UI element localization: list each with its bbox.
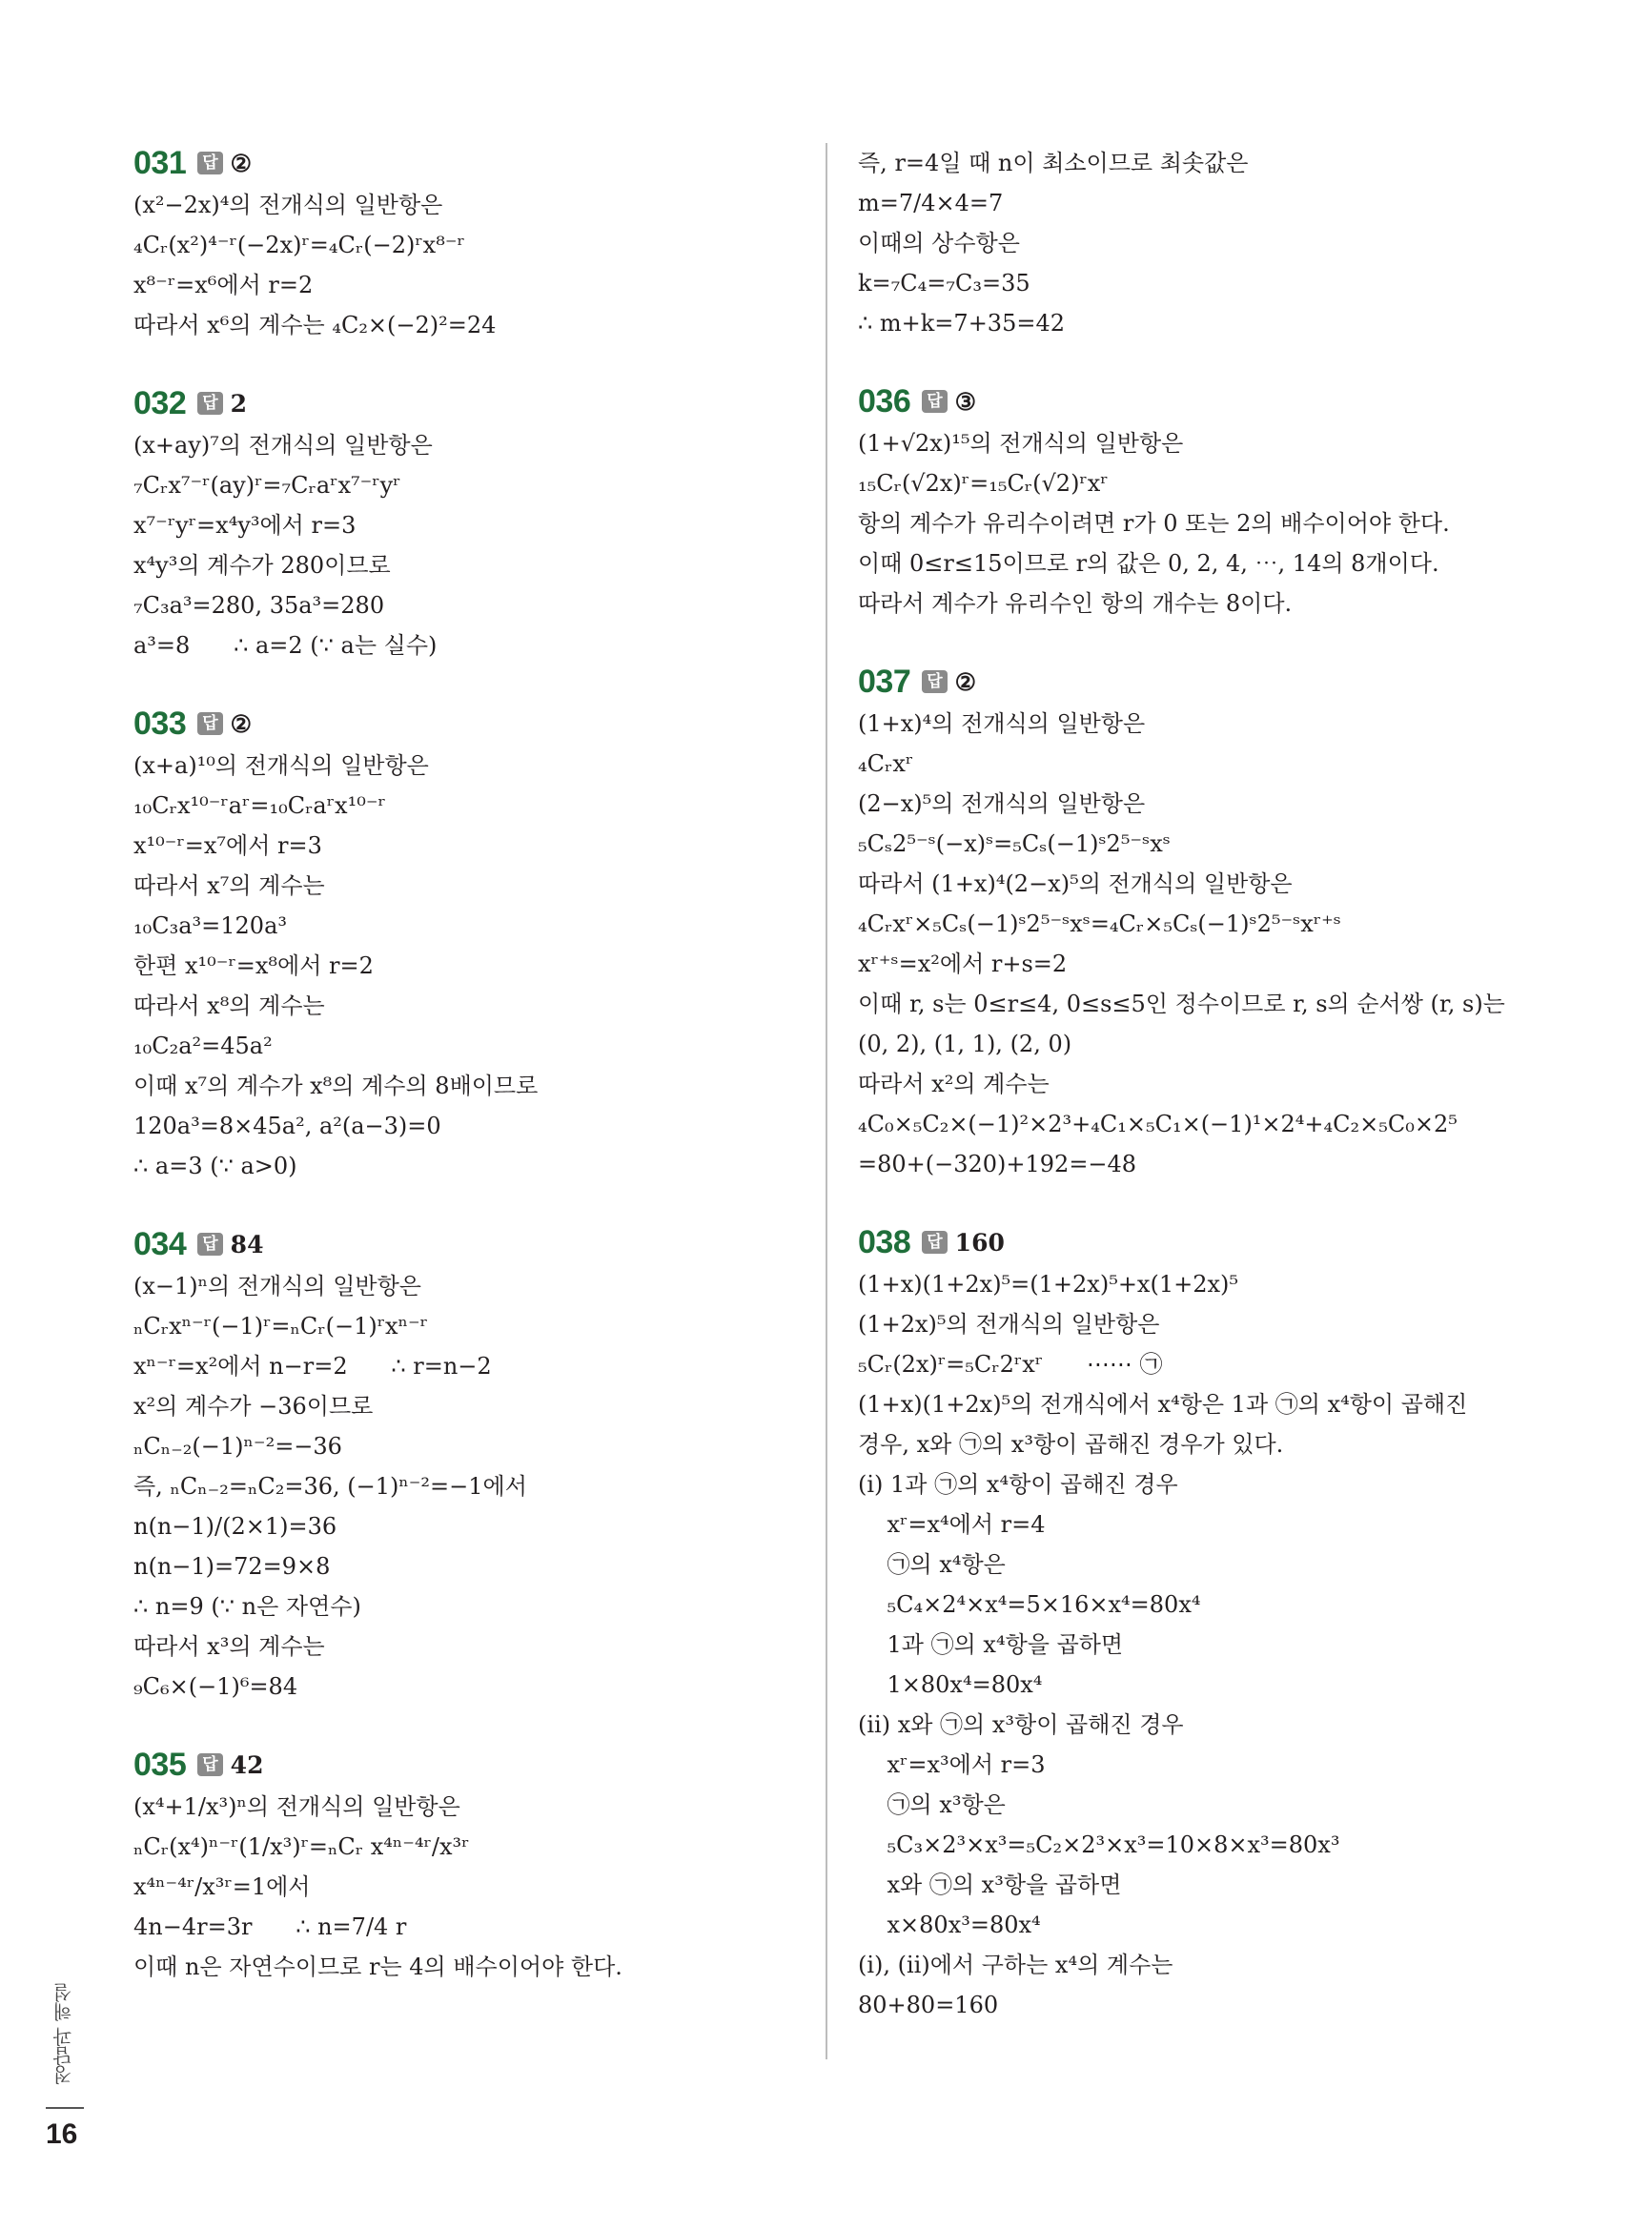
solution-line: (1+x)(1+2x)⁵=(1+2x)⁵+x(1+2x)⁵ (858, 1271, 1238, 1298)
solution-line: 항의 계수가 유리수이려면 r가 0 또는 2의 배수이어야 한다. (858, 510, 1450, 537)
solution-line: ₙCₙ₋₂(−1)ⁿ⁻²=−36 (133, 1433, 342, 1460)
solution-line: (ⅰ), (ⅱ)에서 구하는 x⁴의 계수는 (858, 1952, 1173, 1978)
answer-value: 42 (230, 1750, 264, 1779)
problem-033 (133, 704, 801, 1186)
problem-header (858, 1222, 1525, 1262)
solution-line: x⁷⁻ʳyʳ=x⁴y³에서 r=3 (133, 512, 357, 539)
solution-line: (ⅱ) x와 ㉠의 x³항이 곱해진 경우 (858, 1711, 1184, 1738)
solution-line: ₅C₄×2⁴×x⁴=5×16×x⁴=80x⁴ (858, 1591, 1201, 1618)
problem-number: 038 (858, 1223, 911, 1260)
problem-number: 037 (858, 663, 911, 700)
solution-line: (1+x)⁴의 전개식의 일반항은 (858, 710, 1146, 737)
solution-line: ₄C₀×₅C₂×(−1)²×2³+₄C₁×₅C₁×(−1)¹×2⁴+₄C₂×₅C₀×2⁵ (858, 1111, 1458, 1137)
answer-value: ② (230, 149, 253, 177)
solution-line: 이때의 상수항은 (858, 230, 1020, 256)
solution-line: 따라서 계수가 유리수인 항의 개수는 8이다. (858, 590, 1293, 617)
solution-line: ₄Cᵣxʳ×₅Cₛ(−1)ˢ2⁵⁻ˢxˢ=₄Cᵣ×₅Cₛ(−1)ˢ2⁵⁻ˢxʳ⁺ˢ (858, 910, 1341, 937)
solution-line: ₅Cᵣ(2x)ʳ=₅Cᵣ2ʳxʳ ⋯⋯ ㉠ (858, 1351, 1163, 1378)
solution-line: 80+80=160 (858, 1992, 999, 2018)
solution-line: ₙCᵣxⁿ⁻ʳ(−1)ʳ=ₙCᵣ(−1)ʳxⁿ⁻ʳ (133, 1313, 428, 1340)
solution-line: ₁₀C₂a²=45a² (133, 1033, 273, 1059)
solution-line: (x²−2x)⁴의 전개식의 일반항은 (133, 192, 443, 218)
solution-line: =80+(−320)+192=−48 (858, 1151, 1137, 1177)
solution-line: (1+√2x)¹⁵의 전개식의 일반항은 (858, 430, 1184, 457)
solution-line: 4n−4r=3r ∴ n=7/4 r (133, 1913, 407, 1940)
solution-line: x¹⁰⁻ʳ=x⁷에서 r=3 (133, 832, 322, 859)
solution-line: ∴ a=3 (∵ a>0) (133, 1153, 297, 1179)
answer-badge: 답 (197, 392, 222, 415)
solution-line: ₇C₃a³=280, 35a³=280 (133, 592, 385, 619)
solution-line: 이때 n은 자연수이므로 r는 4의 배수이어야 한다. (133, 1954, 622, 1980)
solution-line: ₅Cₛ2⁵⁻ˢ(−x)ˢ=₅Cₛ(−1)ˢ2⁵⁻ˢxˢ (858, 830, 1171, 857)
solution-line: x×80x³=80x⁴ (858, 1912, 1041, 1938)
problem-header (133, 383, 801, 423)
solution-line: (ⅰ) 1과 ㉠의 x⁴항이 곱해진 경우 (858, 1471, 1178, 1498)
solution-line: ₉C₆×(−1)⁶=84 (133, 1673, 298, 1700)
solution-line: 1×80x⁴=80x⁴ (858, 1671, 1043, 1698)
solution-line: 따라서 x²의 계수는 (858, 1071, 1050, 1097)
solution-line: (x⁴+1/x³)ⁿ의 전개식의 일반항은 (133, 1793, 460, 1820)
answer-value: ③ (954, 387, 977, 416)
column-divider (826, 143, 827, 2059)
solution-line: k=₇C₄=₇C₃=35 (858, 270, 1030, 297)
solution-line: (1+2x)⁵의 전개식의 일반항은 (858, 1311, 1160, 1338)
solution-line: ₁₀C₃a³=120a³ (133, 912, 288, 939)
solution-line: ₄Cᵣ(x²)⁴⁻ʳ(−2x)ʳ=₄Cᵣ(−2)ʳx⁸⁻ʳ (133, 232, 465, 258)
solution-line: ₇Cᵣx⁷⁻ʳ(ay)ʳ=₇Cᵣaʳx⁷⁻ʳyʳ (133, 472, 401, 499)
problem-header (133, 1224, 801, 1264)
solution-line: x⁴y³의 계수가 280이므로 (133, 552, 391, 579)
solution-line: x와 ㉠의 x³항을 곱하면 (858, 1872, 1122, 1898)
solution-line: xʳ=x³에서 r=3 (858, 1751, 1046, 1778)
answer-value: ② (230, 709, 253, 738)
problem-number: 033 (133, 705, 187, 742)
left-column (133, 143, 801, 2025)
problem-number: 035 (133, 1746, 187, 1783)
problem-number: 036 (858, 382, 911, 419)
answer-badge: 답 (197, 1233, 222, 1256)
problem-032 (133, 383, 801, 665)
answer-badge: 답 (922, 390, 947, 413)
solution-line: 경우, x와 ㉠의 x³항이 곱해진 경우가 있다. (858, 1431, 1284, 1458)
solution-line: ₁₀Cᵣx¹⁰⁻ʳaʳ=₁₀Cᵣaʳx¹⁰⁻ʳ (133, 792, 386, 819)
solution-line: ∴ m+k=7+35=42 (858, 310, 1065, 337)
solution-line: m=7/4×4=7 (858, 190, 1004, 216)
solution-line: xʳ⁺ˢ=x²에서 r+s=2 (858, 951, 1068, 977)
answer-badge: 답 (197, 1753, 222, 1776)
right-column (858, 143, 1525, 2063)
solution-line: 즉, ₙCₙ₋₂=ₙC₂=36, (−1)ⁿ⁻²=−1에서 (133, 1473, 527, 1500)
solution-line: x²의 계수가 −36이므로 (133, 1393, 374, 1420)
problem-035 (133, 1745, 801, 1987)
solution-line: n(n−1)=72=9×8 (133, 1553, 331, 1580)
solution-line: ₅C₃×2³×x³=₅C₂×2³×x³=10×8×x³=80x³ (858, 1831, 1340, 1858)
solution-line: (1+x)(1+2x)⁵의 전개식에서 x⁴항은 1과 ㉠의 x⁴항이 곱해진 (858, 1391, 1468, 1418)
problem-036 (858, 381, 1525, 624)
answer-badge: 답 (922, 1231, 947, 1254)
problem-number: 032 (133, 384, 187, 421)
solution-line: 한편 x¹⁰⁻ʳ=x⁸에서 r=2 (133, 952, 374, 979)
solution-line: x⁴ⁿ⁻⁴ʳ/x³ʳ=1에서 (133, 1873, 311, 1900)
solution-line: a³=8 ∴ a=2 (∵ a는 실수) (133, 632, 438, 659)
solution-line: (0, 2), (1, 1), (2, 0) (858, 1031, 1072, 1057)
answer-value: 2 (230, 389, 248, 418)
problem-header (858, 381, 1525, 421)
solution-line: ㉠의 x⁴항은 (858, 1551, 1006, 1578)
solution-line: ㉠의 x³항은 (858, 1791, 1006, 1818)
solution-line: 따라서 x³의 계수는 (133, 1633, 325, 1660)
solution-line: xʳ=x⁴에서 r=4 (858, 1511, 1046, 1538)
solution-line: 따라서 x⁷의 계수는 (133, 872, 325, 899)
answer-badge: 답 (197, 712, 222, 735)
problem-035-continued (858, 143, 1525, 343)
problem-header (133, 704, 801, 744)
problem-header (133, 143, 801, 183)
solution-line: ₙCᵣ(x⁴)ⁿ⁻ʳ(1/x³)ʳ=ₙCᵣ x⁴ⁿ⁻⁴ʳ/x³ʳ (133, 1833, 470, 1860)
solution-line: 따라서 (1+x)⁴(2−x)⁵의 전개식의 일반항은 (858, 870, 1293, 897)
problem-038 (858, 1222, 1525, 2025)
solution-line: 이때 x⁷의 계수가 x⁸의 계수의 8배이므로 (133, 1073, 539, 1099)
problem-number: 031 (133, 144, 187, 181)
solution-line: 이때 r, s는 0≤r≤4, 0≤s≤5인 정수이므로 r, s의 순서쌍 (r, s)는 (858, 991, 1505, 1017)
side-rule (46, 2107, 84, 2109)
solution-line: xⁿ⁻ʳ=x²에서 n−r=2 ∴ r=n−2 (133, 1353, 492, 1380)
solution-line: 1과 ㉠의 x⁴항을 곱하면 (858, 1631, 1124, 1658)
solution-line: (2−x)⁵의 전개식의 일반항은 (858, 790, 1146, 817)
problem-number: 034 (133, 1225, 187, 1262)
solution-line: (x+ay)⁷의 전개식의 일반항은 (133, 432, 433, 459)
solution-line: ₄Cᵣxʳ (858, 750, 914, 777)
problem-034 (133, 1224, 801, 1707)
solution-line: 따라서 x⁸의 계수는 (133, 992, 325, 1019)
side-section-label: 정답과 해설 (52, 1983, 75, 2085)
problem-header (858, 662, 1525, 702)
solution-line: (x+a)¹⁰의 전개식의 일반항은 (133, 752, 429, 779)
answer-value: 84 (230, 1230, 264, 1258)
problem-037 (858, 662, 1525, 1184)
answer-badge: 답 (197, 152, 222, 174)
solution-line: 즉, r=4일 때 n이 최소이므로 최솟값은 (858, 150, 1249, 176)
solution-line: ₁₅Cᵣ(√2x)ʳ=₁₅Cᵣ(√2)ʳxʳ (858, 470, 1109, 497)
solution-line: (x−1)ⁿ의 전개식의 일반항은 (133, 1273, 421, 1299)
page-number: 16 (46, 2118, 78, 2150)
problem-header (133, 1745, 801, 1785)
answer-value: ② (954, 667, 977, 696)
problem-031 (133, 143, 801, 345)
solution-line: x⁸⁻ʳ=x⁶에서 r=2 (133, 272, 314, 298)
solution-line: ∴ n=9 (∵ n은 자연수) (133, 1593, 361, 1620)
solution-line: 따라서 x⁶의 계수는 ₄C₂×(−2)²=24 (133, 312, 497, 338)
answer-value: 160 (954, 1228, 1005, 1257)
solution-line: 이때 0≤r≤15이므로 r의 값은 0, 2, 4, ⋯, 14의 8개이다. (858, 550, 1439, 577)
solution-line: 120a³=8×45a², a²(a−3)=0 (133, 1113, 441, 1139)
solution-line: n(n−1)/(2×1)=36 (133, 1513, 337, 1540)
answer-badge: 답 (922, 670, 947, 693)
